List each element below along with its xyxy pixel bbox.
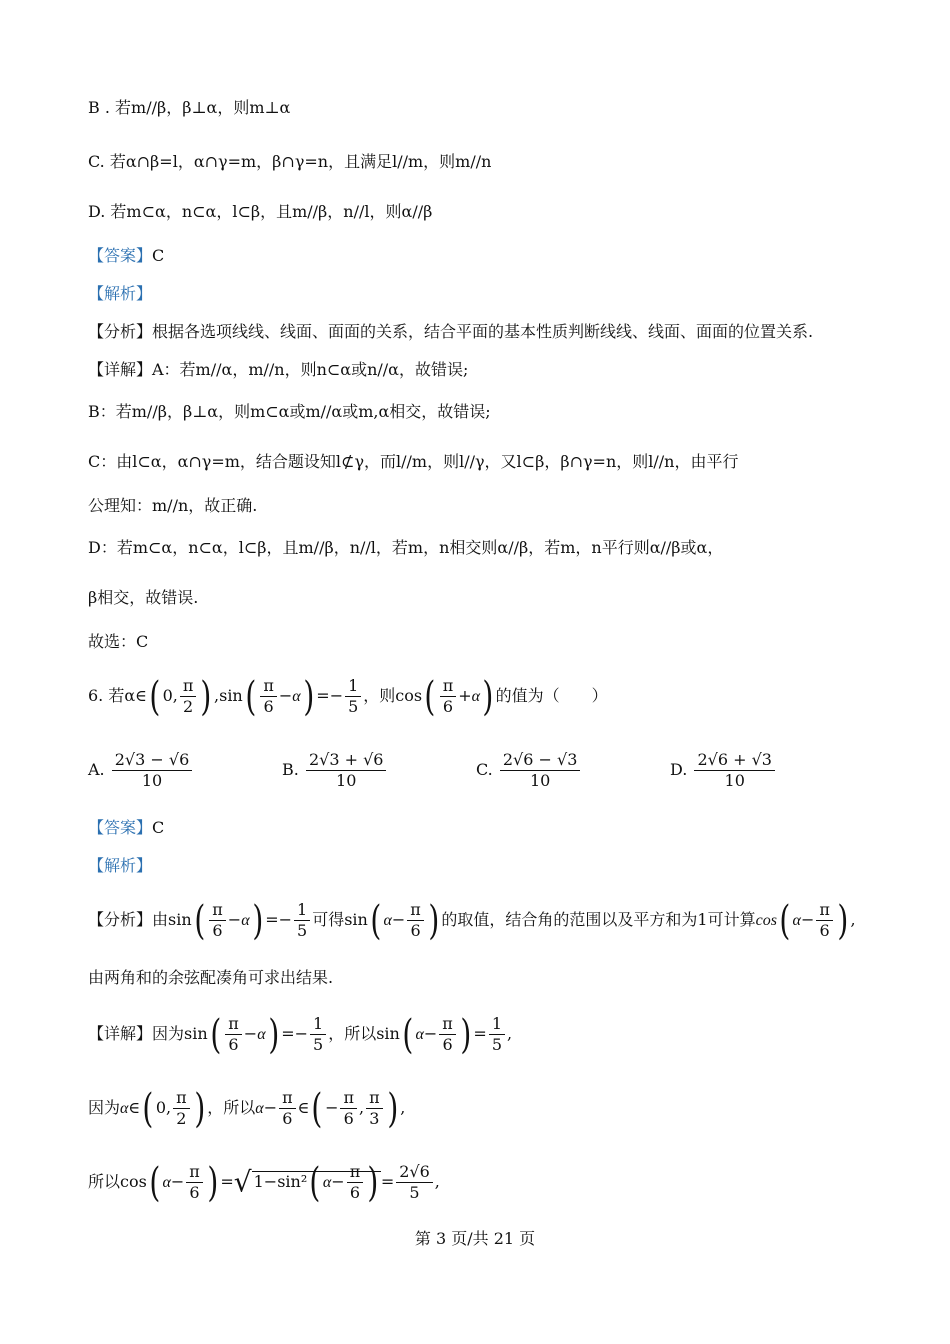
q6-fenxi: 【分析】由sin( $\frac{\pi}{6}$ −α) =− $\frac{1}{5}$ 可得sin( α− $\frac{\pi}{6}$ ) 的取值，结合角的范围以及平方和为1可计算cos( α− $\frac{\pi}{6}$ ) ,: [88, 897, 856, 944]
option-d: D. 若m⊂α，n⊂α，l⊂β，且m//β，n//l，则α//β: [88, 202, 433, 221]
choice-b: B. $\frac{2√3 + √6}{10}$: [282, 750, 388, 791]
q5-conclusion: 故选：C: [88, 632, 149, 651]
choice-a: A. $\frac{2√3 - √6}{10}$: [88, 750, 194, 791]
q6-answer: 【答案】C: [88, 818, 165, 837]
q5-analysis-label: 【解析】: [88, 284, 153, 303]
q5-detail-a: 【详解】A：若m//α，m//n，则n⊂α或n//α，故错误;: [88, 360, 469, 379]
page-footer: 第 3 页/共 21 页: [414, 1229, 536, 1248]
option-b: B . 若m//β，β⊥α，则m⊥α: [88, 98, 291, 117]
q6-analysis-label: 【解析】: [88, 856, 153, 875]
option-c: C. 若α∩β=l，α∩γ=m，β∩γ=n，且满足l//m，则m//n: [88, 152, 492, 171]
q5-detail-d1: D：若m⊂α，n⊂α，l⊂β，且m//β，n//l，若m，n相交则α//β，若m，n平行则α//β或α，: [88, 538, 724, 557]
q5-answer: [88, 244, 164, 268]
q5-detail-b: B：若m//β，β⊥α，则m⊂α或m//α或m,α相交，故错误;: [88, 402, 491, 421]
q6-stem: 6. 若α∈( 0, $\frac{\pi}{2}$ ) ,sin( $\frac{\pi}{6}$ −α) =− $\frac{1}{5}$ ，则cos( $\frac{\pi}{6}$ +α) 的值为（ ）: [88, 673, 608, 720]
answer-value: C: [152, 246, 165, 265]
q5-fenxi: 【分析】根据各选项线线、线面、面面的关系，结合平面的基本性质判断线线、线面、面面的位置关系.: [88, 322, 814, 341]
q6-detail3: 所以cos( α− $\frac{\pi}{6}$ ) =√ 1−sin²( α− $\frac{\pi}{6}$ ) = $\frac{2√6}{5}$ ,: [88, 1159, 440, 1206]
q5-detail-d2: β相交，故错误.: [88, 588, 199, 607]
answer-label: 【答案】: [88, 246, 153, 265]
q6-detail2: 因为α∈( 0, $\frac{\pi}{2}$ ) ，所以α− $\frac{\pi}{6}$ ∈( − $\frac{\pi}{6}$ , $\frac{\pi}{3}$ ) ,: [88, 1085, 406, 1132]
choice-c: C. $\frac{2√6 - √3}{10}$: [476, 750, 582, 791]
q6-fenxi2: 由两角和的余弦配凑角可求出结果.: [88, 968, 334, 987]
q6-detail1: 【详解】因为sin( $\frac{\pi}{6}$ −α) =− $\frac{1}{5}$ ，所以sin( α− $\frac{\pi}{6}$ ) = $\frac{1}{5}$ ,: [88, 1011, 513, 1058]
q5-detail-c1: C：由l⊂α，α∩γ=m，结合题设知l⊄γ，而l//m，则l//γ，又l⊂β，β∩γ=n，则l//n，由平行: [88, 452, 739, 471]
q5-detail-c2: 公理知：m//n，故正确.: [88, 496, 258, 515]
choice-d: D. $\frac{2√6 + √3}{10}$: [670, 750, 777, 791]
